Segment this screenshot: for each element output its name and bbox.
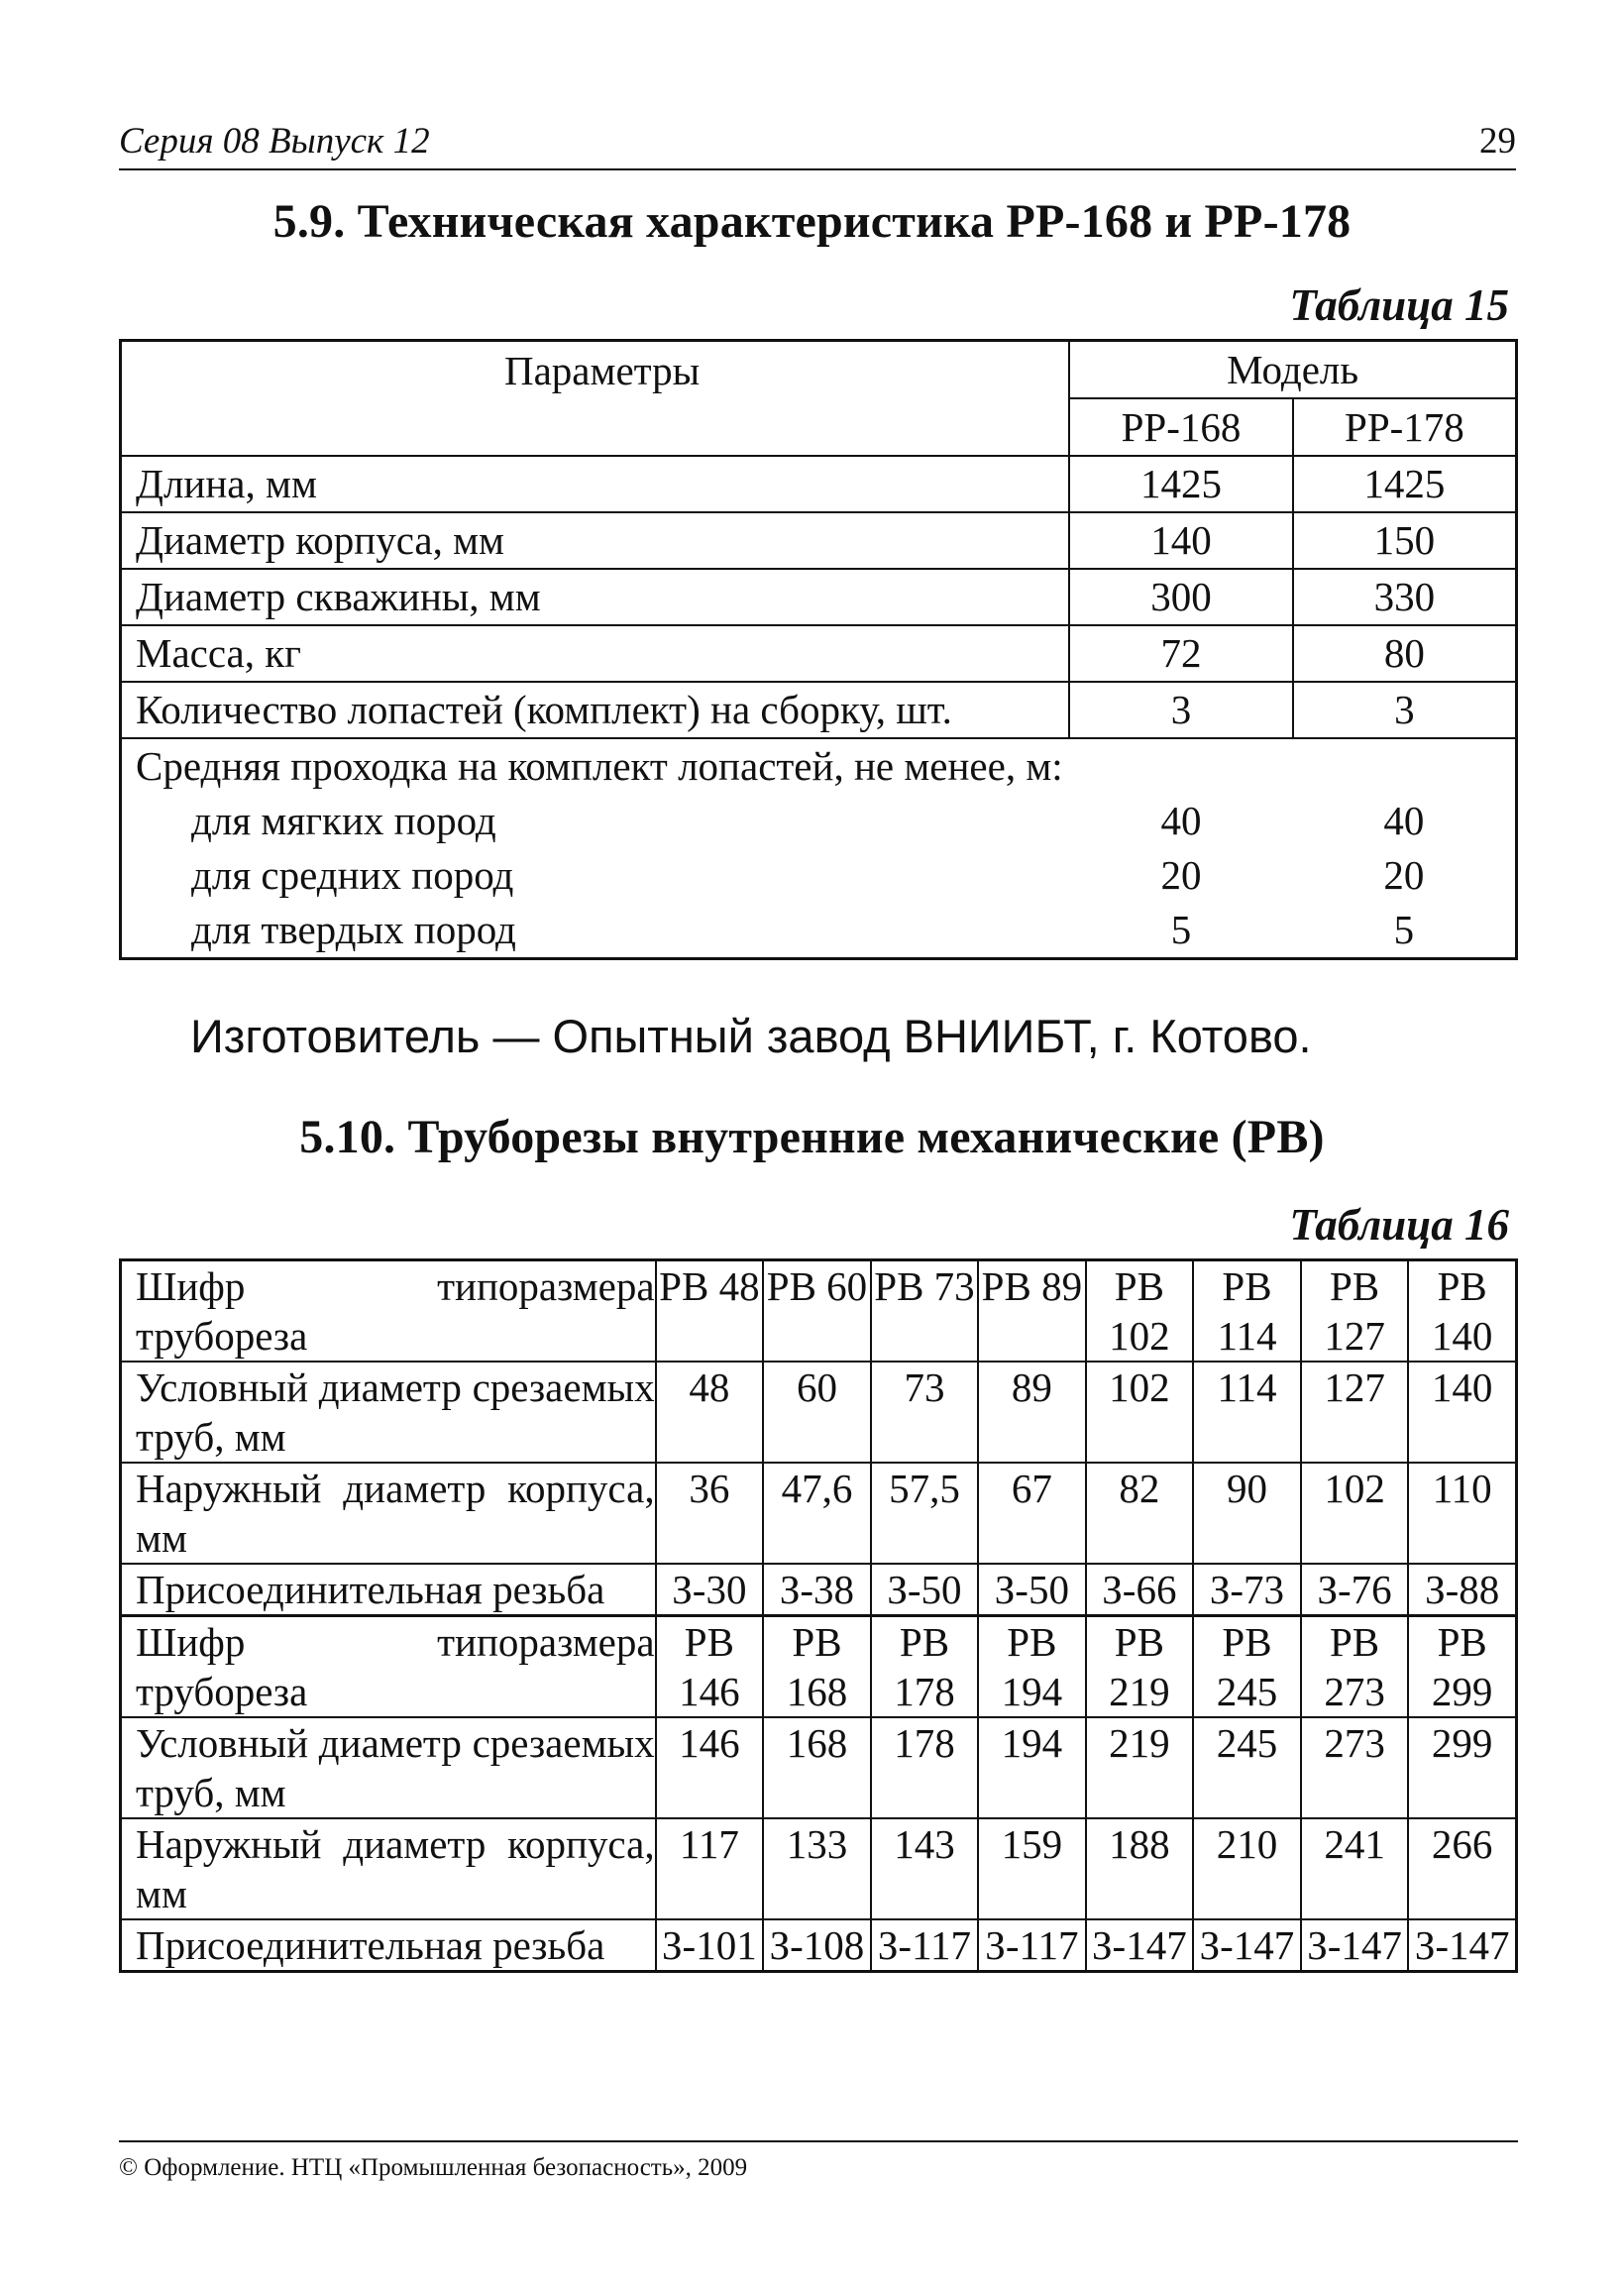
table16-cell: РВ 48	[656, 1260, 764, 1363]
table-row	[121, 682, 1517, 738]
manufacturer-note: Изготовитель — Опытный завод ВНИИБТ, г. Котово.	[190, 1010, 1312, 1062]
table-row	[121, 903, 1517, 959]
table15-param-header: Параметры	[121, 341, 1070, 457]
table16-cell: 90	[1193, 1463, 1301, 1564]
table15-cell: 5	[1293, 903, 1517, 959]
table16-cell: 82	[1086, 1463, 1194, 1564]
table15-cell: 150	[1293, 512, 1517, 569]
table16-row-label: Шифр типоразмера трубореза	[121, 1616, 656, 1718]
table16-cell: З-147	[1193, 1919, 1301, 1972]
table16-cell: З-147	[1086, 1919, 1194, 1972]
table16-row-label: Присоединительная резьба	[121, 1564, 656, 1616]
table16-cell: 159	[978, 1818, 1085, 1919]
table15-subrow-label: для средних пород	[121, 848, 1070, 903]
table15-subrow-label: для твердых пород	[121, 903, 1070, 959]
table-row	[121, 848, 1517, 903]
table15-cell: 20	[1293, 848, 1517, 903]
table15-cell: 40	[1160, 798, 1202, 843]
table15-cell: 330	[1293, 569, 1517, 625]
table-row	[121, 1362, 1517, 1463]
table-row	[121, 1564, 1517, 1616]
table16-cell: 299	[1408, 1717, 1516, 1818]
table16-cell: 67	[978, 1463, 1085, 1564]
table-row	[121, 1919, 1517, 1972]
table15-model-rr168: РР-168	[1069, 398, 1293, 456]
table16-cell: З-108	[763, 1919, 871, 1972]
table16-cell: 194	[978, 1717, 1085, 1818]
table16-row-label: Шифр типоразмера трубореза	[121, 1260, 656, 1363]
table16-cell: 73	[871, 1362, 978, 1463]
table15-cell: 5	[1069, 903, 1293, 959]
table16-cell: З-38	[763, 1564, 871, 1616]
table16-cell: З-101	[656, 1919, 764, 1972]
table16-cell: 178	[871, 1717, 978, 1818]
table16-cell: РВ 168	[763, 1616, 871, 1718]
table16-body	[121, 1260, 1517, 1972]
table15-model-rr178: РР-178	[1293, 398, 1517, 456]
table-16	[119, 1258, 1518, 1973]
table16-row-label: Наружный диаметр корпуса, мм	[121, 1463, 656, 1564]
table15-row-label: Диаметр скважины, мм	[121, 569, 1070, 625]
table-row	[121, 1717, 1517, 1818]
table16-cell: З-73	[1193, 1564, 1301, 1616]
table-caption-16: Таблица 16	[1289, 1200, 1509, 1250]
running-header	[119, 117, 1516, 170]
table16-cell: РВ 299	[1408, 1616, 1516, 1718]
table16-cell: 47,6	[763, 1463, 871, 1564]
table-row	[121, 1616, 1517, 1718]
table16-row-label: Условный диаметр срезаемых труб, мм	[121, 1717, 656, 1818]
table15-cell: 3	[1293, 682, 1517, 738]
table15-group-row	[121, 738, 1517, 794]
table16-cell: 110	[1408, 1463, 1516, 1564]
table-row	[121, 456, 1517, 512]
table16-cell: 245	[1193, 1717, 1301, 1818]
table16-cell: З-66	[1086, 1564, 1194, 1616]
footer-rule	[119, 2140, 1518, 2142]
table16-cell: 133	[763, 1818, 871, 1919]
table16-cell: З-50	[871, 1564, 978, 1616]
table16-cell: З-50	[978, 1564, 1085, 1616]
table16-cell: РВ 146	[656, 1616, 764, 1718]
table16-cell: 89	[978, 1362, 1085, 1463]
table16-cell: 241	[1301, 1818, 1409, 1919]
table15-row-label: Диаметр корпуса, мм	[121, 512, 1070, 569]
table-row	[121, 569, 1517, 625]
table16-row-label: Присоединительная резьба	[121, 1919, 656, 1972]
table16-cell: 57,5	[871, 1463, 978, 1564]
table16-cell: 273	[1301, 1717, 1409, 1818]
table16-cell: 127	[1301, 1362, 1409, 1463]
table-row	[121, 1818, 1517, 1919]
table15-cell: 20	[1160, 852, 1202, 898]
table16-cell: З-147	[1408, 1919, 1516, 1972]
table16-cell: РВ 127	[1301, 1260, 1409, 1363]
table16-cell: РВ 102	[1086, 1260, 1194, 1363]
table15-cell: 3	[1069, 682, 1293, 738]
table16-cell: 168	[763, 1717, 871, 1818]
table16-cell: З-76	[1301, 1564, 1409, 1616]
table16-cell: РВ 273	[1301, 1616, 1409, 1718]
table16-cell: 114	[1193, 1362, 1301, 1463]
table16-cell: З-30	[656, 1564, 764, 1616]
table16-cell: РВ 178	[871, 1616, 978, 1718]
table-15	[119, 339, 1518, 960]
table15-cell: 80	[1293, 625, 1517, 682]
table16-cell: 140	[1408, 1362, 1516, 1463]
section-title-5-9: 5.9. Техническая характеристика РР-168 и РР-178	[272, 195, 1352, 248]
table15-group-label: Средняя проходка на комплект лопастей, не менее, м:	[121, 738, 1517, 794]
table16-cell: 60	[763, 1362, 871, 1463]
table-row	[121, 512, 1517, 569]
table16-cell: 266	[1408, 1818, 1516, 1919]
table16-cell: 219	[1086, 1717, 1194, 1818]
table15-cell: 40	[1293, 794, 1517, 848]
table15-model-header: Модель	[1069, 341, 1516, 399]
table16-cell: 102	[1301, 1463, 1409, 1564]
table15-cell: 1425	[1293, 456, 1517, 512]
table16-cell: РВ 245	[1193, 1616, 1301, 1718]
table-row	[121, 794, 1517, 848]
table15-cell: 1425	[1069, 456, 1293, 512]
table16-cell: РВ 114	[1193, 1260, 1301, 1363]
table16-cell: РВ 219	[1086, 1616, 1194, 1718]
series-label: Серия 08 Выпуск 12	[119, 121, 430, 162]
table16-cell: 36	[656, 1463, 764, 1564]
table16-row-label: Условный диаметр срезаемых труб, мм	[121, 1362, 656, 1463]
table15-cell: 300	[1069, 569, 1293, 625]
table-row	[121, 1463, 1517, 1564]
table16-cell: 146	[656, 1717, 764, 1818]
table16-cell: 48	[656, 1362, 764, 1463]
table15-subrow-label: для мягких пород	[121, 794, 1070, 848]
table15-row-label: Длина, мм	[121, 456, 1070, 512]
table16-cell: 117	[656, 1818, 764, 1919]
table15-row-label: Масса, кг	[121, 625, 1070, 682]
table-row	[121, 625, 1517, 682]
table16-cell: РВ 60	[763, 1260, 871, 1363]
table16-cell: З-117	[978, 1919, 1085, 1972]
table16-cell: РВ 140	[1408, 1260, 1516, 1363]
table16-cell: РВ 194	[978, 1616, 1085, 1718]
table16-cell: 143	[871, 1818, 978, 1919]
section-title-5-10: 5.10. Труборезы внутренние механические (РВ)	[299, 1111, 1325, 1163]
table15-cell: 72	[1069, 625, 1293, 682]
table16-row-label: Наружный диаметр корпуса, мм	[121, 1818, 656, 1919]
copyright-footer: © Оформление. НТЦ «Промышленная безопасность», 2009	[119, 2154, 748, 2181]
table-row	[121, 1260, 1517, 1363]
table16-cell: 102	[1086, 1362, 1194, 1463]
table16-cell: РВ 73	[871, 1260, 978, 1363]
table15-body	[121, 456, 1517, 738]
table16-cell: РВ 89	[978, 1260, 1085, 1363]
table15-cell: 140	[1069, 512, 1293, 569]
table16-cell: 188	[1086, 1818, 1194, 1919]
table16-cell: З-88	[1408, 1564, 1516, 1616]
table16-cell: З-147	[1301, 1919, 1409, 1972]
page-number: 29	[1479, 121, 1516, 162]
table15-group-body	[121, 794, 1517, 959]
table15-row-label: Количество лопастей (комплект) на сборку, шт.	[121, 682, 1070, 738]
table16-cell: 210	[1193, 1818, 1301, 1919]
table16-cell: З-117	[871, 1919, 978, 1972]
table-caption-15: Таблица 15	[1289, 280, 1509, 330]
